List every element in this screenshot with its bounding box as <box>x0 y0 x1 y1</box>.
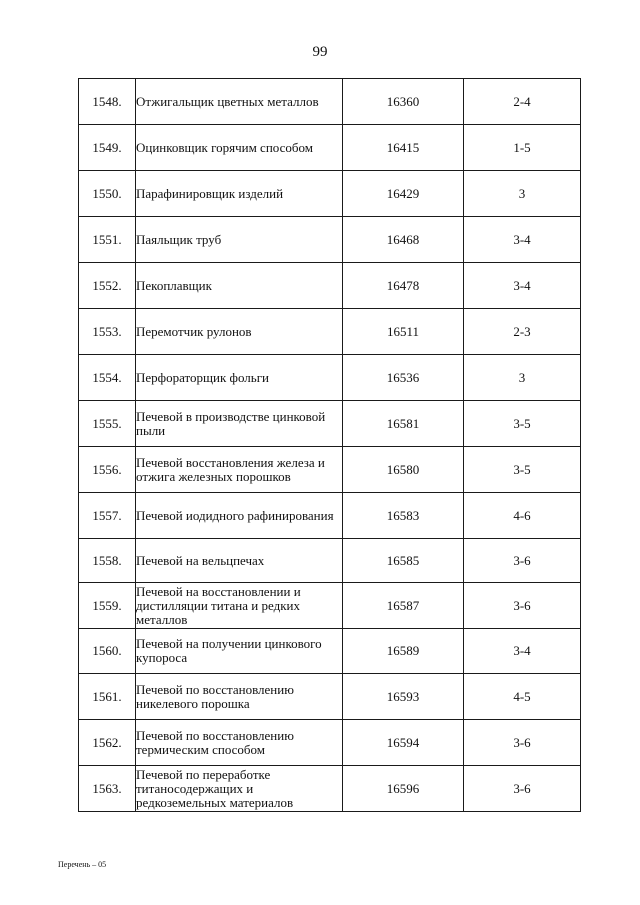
profession-name: Печевой в производстве цинковой пыли <box>136 401 343 447</box>
grade-range: 3-6 <box>464 583 581 629</box>
row-number: 1559. <box>79 583 136 629</box>
profession-code: 16596 <box>343 766 464 812</box>
profession-code: 16581 <box>343 401 464 447</box>
profession-code: 16594 <box>343 720 464 766</box>
grade-range: 2-4 <box>464 79 581 125</box>
grade-range: 3-6 <box>464 766 581 812</box>
grade-range: 3 <box>464 171 581 217</box>
row-number: 1550. <box>79 171 136 217</box>
table-row <box>79 720 581 766</box>
row-number: 1548. <box>79 79 136 125</box>
table-row <box>79 766 581 812</box>
profession-code: 16593 <box>343 674 464 720</box>
profession-name: Печевой на восстановлении и дистилляции титана и редких металлов <box>136 583 343 629</box>
row-number: 1556. <box>79 447 136 493</box>
row-number: 1549. <box>79 125 136 171</box>
profession-code: 16415 <box>343 125 464 171</box>
row-number: 1551. <box>79 217 136 263</box>
table-row <box>79 125 581 171</box>
row-number: 1560. <box>79 629 136 674</box>
profession-name: Перфораторщик фольги <box>136 355 343 401</box>
profession-code: 16360 <box>343 79 464 125</box>
profession-code: 16587 <box>343 583 464 629</box>
grade-range: 1-5 <box>464 125 581 171</box>
table-row <box>79 401 581 447</box>
row-number: 1553. <box>79 309 136 355</box>
grade-range: 4-5 <box>464 674 581 720</box>
profession-name: Печевой на получении цинкового купороса <box>136 629 343 674</box>
table-row <box>79 217 581 263</box>
profession-name: Оцинковщик горячим способом <box>136 125 343 171</box>
grade-range: 3-6 <box>464 720 581 766</box>
grade-range: 2-3 <box>464 309 581 355</box>
row-number: 1554. <box>79 355 136 401</box>
grade-range: 3-5 <box>464 447 581 493</box>
profession-name: Печевой по восстановлению никелевого порошка <box>136 674 343 720</box>
grade-range: 3-4 <box>464 263 581 309</box>
profession-name: Печевой иодидного рафинирования <box>136 493 343 539</box>
profession-name: Печевой по восстановлению термическим способом <box>136 720 343 766</box>
profession-code: 16583 <box>343 493 464 539</box>
profession-code: 16589 <box>343 629 464 674</box>
table-row <box>79 493 581 539</box>
profession-code: 16468 <box>343 217 464 263</box>
row-number: 1552. <box>79 263 136 309</box>
table-row <box>79 629 581 674</box>
profession-name: Парафинировщик изделий <box>136 171 343 217</box>
page-number: 99 <box>312 44 328 60</box>
table-row <box>79 355 581 401</box>
profession-code: 16585 <box>343 539 464 583</box>
grade-range: 3-6 <box>464 539 581 583</box>
profession-code: 16580 <box>343 447 464 493</box>
profession-name: Перемотчик рулонов <box>136 309 343 355</box>
row-number: 1561. <box>79 674 136 720</box>
table-row <box>79 263 581 309</box>
profession-name: Паяльщик труб <box>136 217 343 263</box>
row-number: 1562. <box>79 720 136 766</box>
professions-table <box>78 78 581 812</box>
table-row <box>79 674 581 720</box>
profession-code: 16478 <box>343 263 464 309</box>
footer-label: Перечень – 05 <box>58 860 107 869</box>
profession-code: 16511 <box>343 309 464 355</box>
table-row <box>79 309 581 355</box>
row-number: 1563. <box>79 766 136 812</box>
profession-code: 16429 <box>343 171 464 217</box>
table-row <box>79 447 581 493</box>
profession-name: Печевой по переработке титаносодержащих и редкоземельных материалов <box>136 766 343 812</box>
table-row <box>79 79 581 125</box>
table-row <box>79 583 581 629</box>
row-number: 1558. <box>79 539 136 583</box>
grade-range: 3-4 <box>464 217 581 263</box>
profession-code: 16536 <box>343 355 464 401</box>
profession-name: Пекоплавщик <box>136 263 343 309</box>
table-row <box>79 539 581 583</box>
grade-range: 3 <box>464 355 581 401</box>
profession-name: Печевой на вельцпечах <box>136 539 343 583</box>
table-row <box>79 171 581 217</box>
profession-name: Отжигальщик цветных металлов <box>136 79 343 125</box>
grade-range: 3-4 <box>464 629 581 674</box>
row-number: 1555. <box>79 401 136 447</box>
row-number: 1557. <box>79 493 136 539</box>
grade-range: 3-5 <box>464 401 581 447</box>
grade-range: 4-6 <box>464 493 581 539</box>
profession-name: Печевой восстановления железа и отжига железных порошков <box>136 447 343 493</box>
